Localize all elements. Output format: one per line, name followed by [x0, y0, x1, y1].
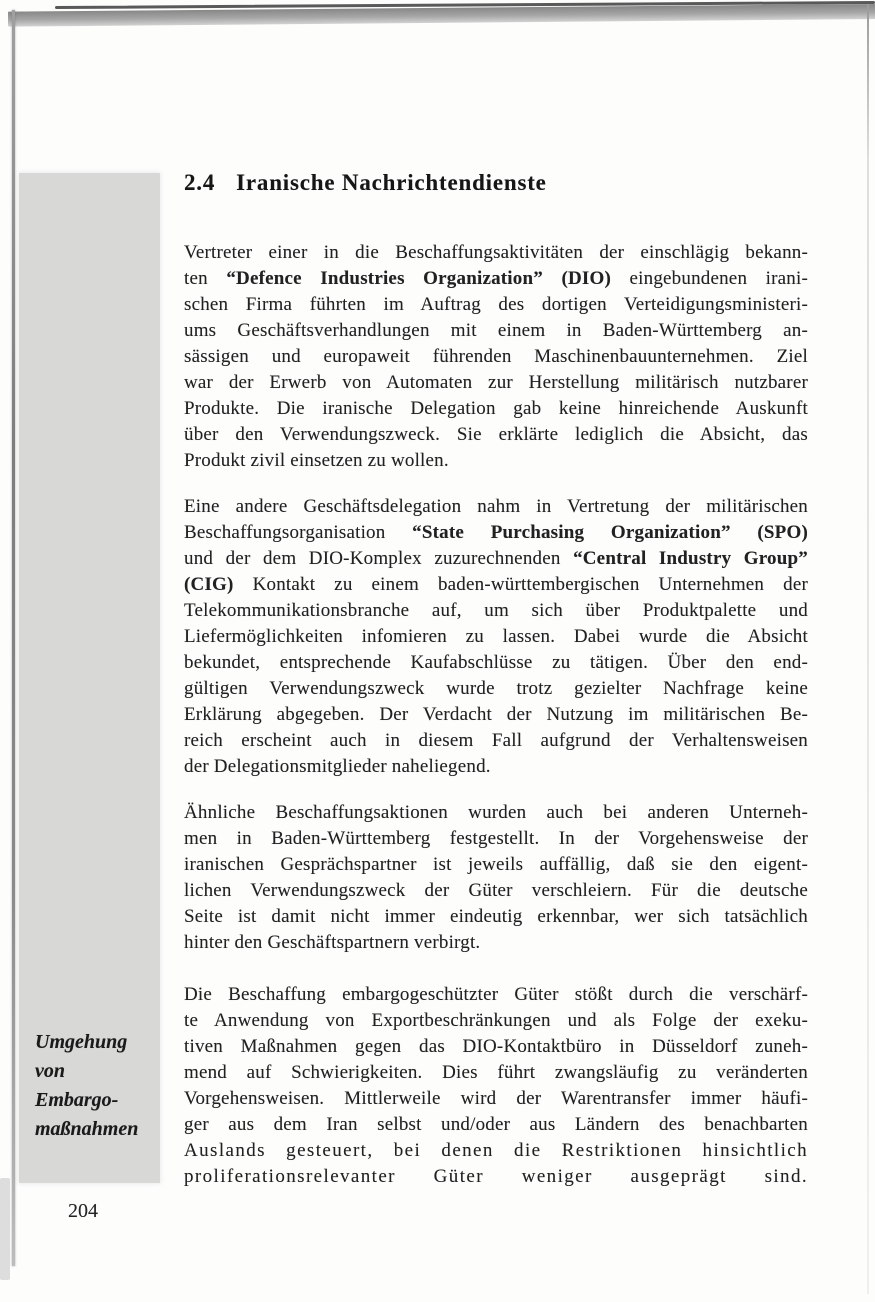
paragraph-4	[184, 982, 808, 1190]
text-line: Seite ist damit nicht immer eindeutig erkennbar, wer sich tatsächlich	[184, 906, 808, 927]
text-line: lichen Verwendungszweck der Güter verschleiern. Für die deutsche	[184, 880, 808, 901]
text-line: Vertreter einer in die Beschaffungsaktivitäten der einschlägig bekann-	[184, 242, 808, 263]
paragraph-2	[184, 494, 808, 780]
text-line: hinter den Geschäftspartnern verbirgt.	[184, 932, 481, 953]
text-line: Erklärung abgegeben. Der Verdacht der Nutzung im militärischen Be-	[184, 704, 808, 725]
text-line: Die Beschaffung embargogeschützter Güter stößt durch die verschärf-	[184, 984, 808, 1005]
text-line: iranischen Gesprächspartner ist jeweils auffällig, daß sie den eigent-	[184, 854, 808, 875]
text-line: Ähnliche Beschaffungsaktionen wurden auch bei anderen Unterneh-	[184, 802, 808, 823]
text-line: schen Firma führten im Auftrag des dortigen Verteidigungsministeri-	[184, 294, 808, 315]
text-line: von	[35, 1060, 65, 1082]
text-line: Umgehung	[35, 1031, 128, 1053]
section-heading	[184, 170, 547, 196]
text-line: Beschaffungsorganisation “State Purchasing Organization” (SPO)	[184, 522, 808, 543]
text-line: ten “Defence Industries Organization” (DIO) eingebundenen irani-	[184, 268, 809, 289]
text-line: maßnahmen	[35, 1118, 139, 1140]
page-number: 204	[68, 1200, 98, 1222]
margin-note	[35, 1028, 160, 1144]
text-line: proliferationsrelevanter Güter weniger ausgeprägt sind.	[184, 1166, 808, 1187]
text-line: war der Erwerb von Automaten zur Herstellung militärisch nutzbarer	[184, 372, 808, 393]
text-line: Produkte. Die iranische Delegation gab keine hinreichende Auskunft	[184, 398, 808, 419]
text-line: bekundet, entsprechende Kaufabschlüsse zu tätigen. Über den end-	[184, 652, 808, 673]
text-line: mend auf Schwierigkeiten. Dies führt zwangsläufig zu veränderten	[184, 1062, 808, 1083]
page-left-edge-shade	[0, 1178, 10, 1280]
text-line: über den Verwendungszweck. Sie erklärte lediglich die Absicht, das	[184, 424, 808, 445]
text-line: tiven Maßnahmen gegen das DIO-Kontaktbüro in Düsseldorf zuneh-	[184, 1036, 808, 1057]
text-line: und der dem DIO-Komplex zuzurechnenden “Central Industry Group”	[184, 548, 808, 569]
text-line: Auslands gesteuert, bei denen die Restriktionen hinsichtlich	[184, 1140, 808, 1161]
text-line: gültigen Verwendungszweck wurde trotz gezielter Nachfrage keine	[184, 678, 808, 699]
text-line: Eine andere Geschäftsdelegation nahm in Vertretung der militärischen	[184, 496, 808, 517]
text-line: te Anwendung von Exportbeschränkungen und als Folge der exeku-	[184, 1010, 808, 1031]
paragraph-3	[184, 800, 808, 956]
text-line: reich erscheint auch in diesem Fall aufgrund der Verhaltensweisen	[184, 730, 808, 751]
text-line: Vorgehensweisen. Mittlerweile wird der Warentransfer immer häufi-	[184, 1088, 808, 1109]
section-number: 2.4	[184, 170, 216, 195]
paragraph-1	[184, 240, 808, 474]
text-line: der Delegationsmitglieder naheliegend.	[184, 756, 491, 777]
text-line: Embargo-	[35, 1089, 119, 1111]
text-line: ums Geschäftsverhandlungen mit einem in Baden-Württemberg an-	[184, 320, 808, 341]
text-line: (CIG) Kontakt zu einem baden-württembergischen Unternehmen der	[184, 574, 808, 595]
text-line: men in Baden-Württemberg festgestellt. In der Vorgehensweise der	[184, 828, 808, 849]
text-line: Telekommunikationsbranche auf, um sich über Produktpalette und	[184, 600, 808, 621]
page-right-edge-line	[867, 4, 869, 1294]
text-line: ger aus dem Iran selbst und/oder aus Ländern des benachbarten	[184, 1114, 808, 1135]
page-left-edge-line	[12, 10, 15, 1266]
section-title: Iranische Nachrichtendienste	[236, 170, 547, 195]
text-line: sässigen und europaweit führenden Maschinenbauunternehmen. Ziel	[184, 346, 808, 367]
text-line: Liefermöglichkeiten infomieren zu lassen. Dabei wurde die Absicht	[184, 626, 808, 647]
text-line: Produkt zivil einsetzen zu wollen.	[184, 450, 449, 471]
